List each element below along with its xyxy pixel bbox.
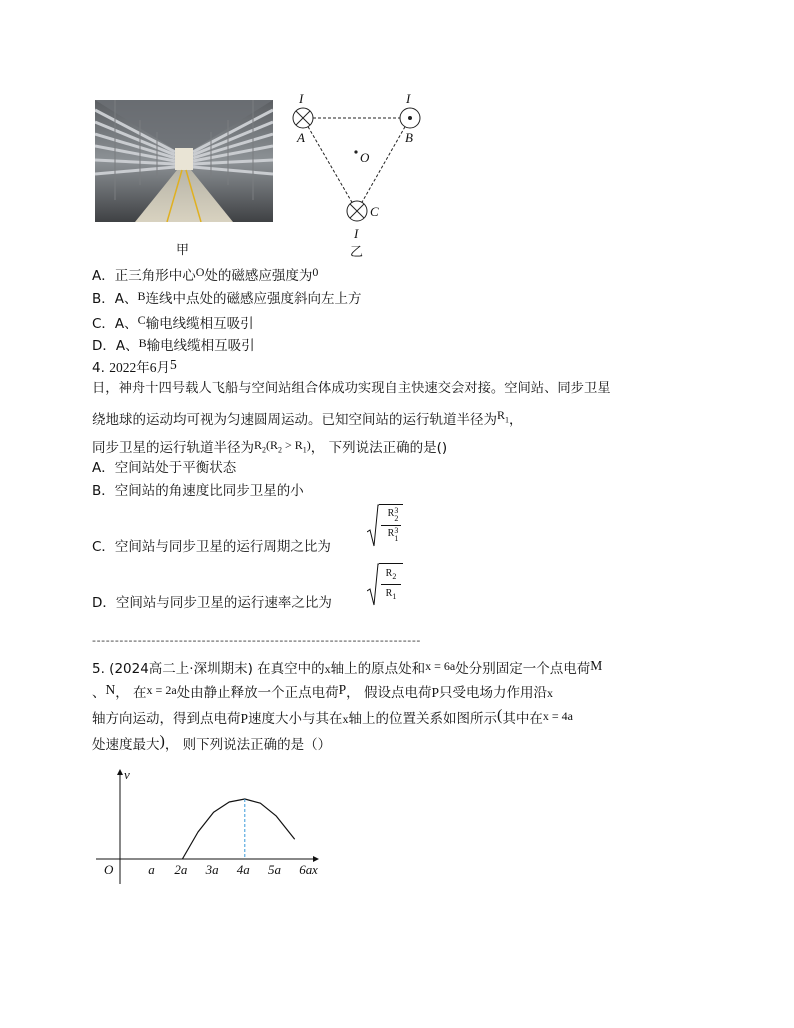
v-axis-label: v [124, 767, 130, 782]
label-B: B [405, 130, 413, 145]
figure-yi-caption: 乙 [350, 245, 364, 260]
q4-option-d: D．空间站与同步卫星的运行速率之比为 [92, 595, 332, 611]
current-out-of-page-icon-B [400, 108, 420, 128]
x-tick-label: 6a [299, 862, 313, 877]
x-tick-label: a [148, 862, 155, 877]
current-into-page-icon-A [293, 108, 313, 128]
x-tick-label: 4a [236, 862, 250, 877]
q4-option-c: C．空间站与同步卫星的运行周期之比为 [92, 539, 331, 555]
q4-line4: 同步卫星的运行轨道半径为$R_2(R_2 > R_1)$， 下列说法正确的是() [92, 438, 448, 456]
label-A: A [297, 130, 305, 145]
triangle-diagram [288, 88, 428, 260]
q5-line3: 轴方向运动，得到点电荷P速度大小与其在x轴上的位置关系如图所示(其中在x = 4a [92, 707, 573, 727]
q4-line2: 日，神舟十四号载人飞船与空间站组合体成功实现自主快速交会对接。空间站、同步卫星 [92, 381, 611, 396]
q4-line1: 4. 2022年6月5 [92, 357, 177, 376]
q4-option-b: B．空间站的角速度比同步卫星的小 [92, 483, 304, 499]
q3-option-a: A．正三角形中心O处的磁感应强度为0 [92, 265, 319, 284]
center-point-O [354, 150, 357, 153]
separator-line: ------------------------------------------------------------------------ [92, 634, 421, 647]
x-tick-label: 3a [205, 862, 219, 877]
label-I-C: I [354, 226, 359, 241]
q4-option-a: A．空间站处于平衡状态 [92, 460, 237, 476]
cable-tunnel-photo [95, 100, 273, 222]
label-O: O [360, 150, 370, 165]
velocity-position-graph [92, 764, 332, 888]
q5-line4: 处速度最大)， 则下列说法正确的是（） [92, 733, 332, 753]
current-into-page-icon-C [347, 201, 367, 221]
q5-line2: 、N， 在x = 2a处由静止释放一个正点电荷P， 假设点电荷P只受电场力作用沿x [92, 682, 553, 701]
q5-line1: 5. (2024高二上·深圳期末) 在真空中的x轴上的原点处和x = 6a处分别固定一个点电荷M [92, 658, 603, 677]
origin-label: O [104, 862, 114, 877]
x-tick-label: 5a [268, 862, 281, 877]
label-I-A: I [299, 91, 304, 106]
q3-option-c: C．A、C输电线缆相互吸引 [92, 313, 254, 332]
velocity-curve [182, 799, 294, 859]
label-C: C [370, 204, 379, 219]
q3-option-b: B．A、B连线中点处的磁感应强度斜向左上方 [92, 289, 362, 307]
q4-line3: 绕地球的运动均可视为匀速圆周运动。已知空间站的运行轨道半径为$R_1$， [92, 408, 523, 428]
x-axis-label: x [312, 862, 318, 877]
label-I-B: I [406, 91, 411, 106]
figure-jia-caption: 甲 [176, 243, 190, 258]
x-tick-label: 2a [174, 862, 188, 877]
q3-option-d: D．A、B输电线缆相互吸引 [92, 336, 255, 354]
